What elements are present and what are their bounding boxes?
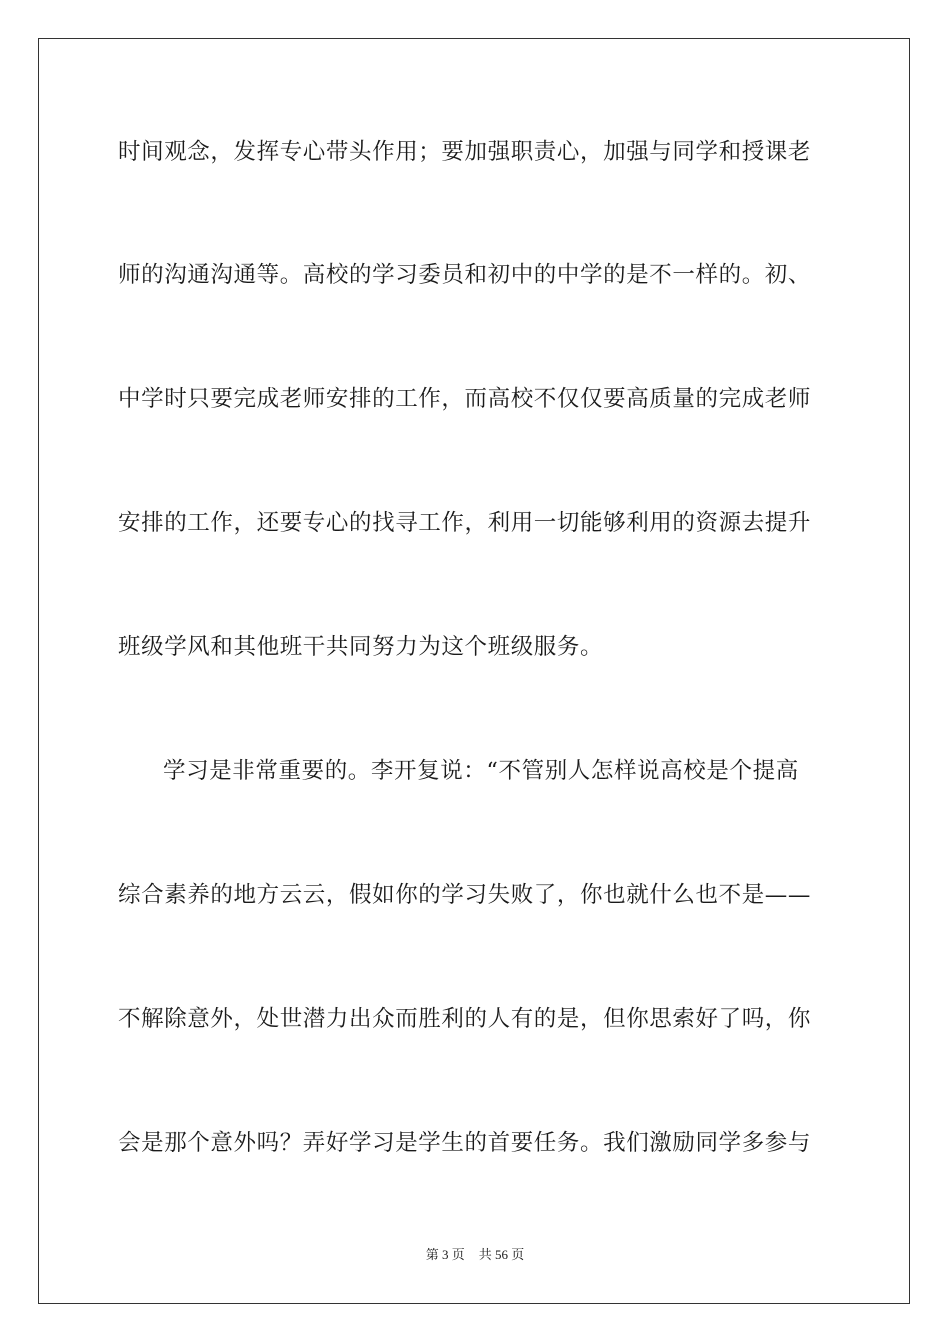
text-line: 中学时只要完成老师安排的工作，而高校不仅仅要高质量的完成老师 [118, 386, 812, 412]
text-line: 班级学风和其他班干共同努力为这个班级服务。 [118, 634, 604, 660]
total-pages: 共 56 页 [478, 1247, 525, 1262]
text-line: 综合素养的地方云云，假如你的学习失败了，你也就什么也不是—— [118, 882, 812, 908]
text-line: 会是那个意外吗？弄好学习是学生的首要任务。我们激励同学多参与 [118, 1130, 812, 1156]
page-number: 第 3 页 [425, 1247, 465, 1262]
text-line: 时间观念，发挥专心带头作用；要加强职责心，加强与同学和授课老 [118, 139, 812, 165]
text-line: 师的沟通沟通等。高校的学习委员和初中的中学的是不一样的。初、 [118, 262, 812, 288]
text-line: 不解除意外，处世潜力出众而胜利的人有的是，但你思索好了吗，你 [118, 1006, 812, 1032]
page-border [38, 38, 910, 1304]
page-footer [0, 1246, 950, 1264]
paragraph-first-line: 学习是非常重要的。李开复说：“不管别人怎样说高校是个提高 [163, 758, 799, 784]
text-line: 安排的工作，还要专心的找寻工作，利用一切能够利用的资源去提升 [118, 510, 812, 536]
